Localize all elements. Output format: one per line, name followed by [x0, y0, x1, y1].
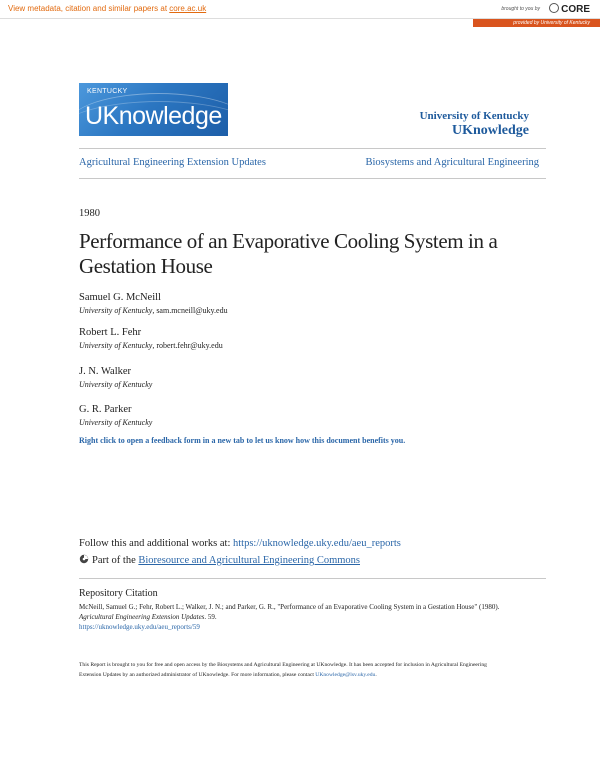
author-name: G. R. Parker: [79, 404, 132, 415]
citation-end: . 59.: [204, 613, 217, 621]
commons-network-icon: [79, 554, 89, 564]
author-affiliation: [79, 306, 228, 315]
divider-nav: [79, 178, 546, 179]
paper-title: Performance of an Evaporative Cooling System in a Gestation House: [79, 229, 498, 278]
core-banner: [0, 0, 600, 19]
core-logo[interactable]: [549, 3, 590, 15]
provided-by-bar: [473, 19, 600, 27]
author-name: J. N. Walker: [79, 366, 132, 377]
author-affiliation: [79, 380, 152, 389]
divider-top: [79, 148, 546, 149]
repository-name: UKnowledge: [452, 123, 529, 138]
publication-year: 1980: [79, 208, 100, 219]
citation-plain: McNeill, Samuel G.; Fehr, Robert L.; Walker, J. N.; and Parker, G. R., "Performance of an Evaporative Cooling System in a Gestation House" (1980).: [79, 603, 500, 611]
affiliation-text: University of Kentucky: [79, 306, 153, 315]
citation-heading: Repository Citation: [79, 588, 158, 599]
author-email: , sam.mcneill@uky.edu: [152, 306, 228, 315]
citation-url[interactable]: https://uknowledge.uky.edu/aeu_reports/59: [79, 623, 200, 631]
affiliation-text: University of Kentucky: [79, 418, 153, 427]
uknowledge-logo[interactable]: [79, 83, 228, 136]
series-link[interactable]: Agricultural Engineering Extension Updates: [79, 157, 266, 168]
part-of-line: [79, 554, 360, 566]
affiliation-text: University of Kentucky: [79, 341, 153, 350]
follow-link[interactable]: https://uknowledge.uky.edu/aeu_reports: [233, 538, 401, 549]
contact-email[interactable]: UKnowledge@lsv.uky.edu: [315, 672, 376, 678]
commons-link[interactable]: Bioresource and Agricultural Engineering Commons: [138, 555, 360, 566]
author-affiliation: [79, 341, 223, 350]
feedback-link[interactable]: Right click to open a feedback form in a new tab to let us know how this document benefits you.: [79, 436, 406, 445]
access-notice: [79, 660, 509, 680]
logo-kentucky-text: KENTUCKY: [87, 88, 128, 95]
author-affiliation: [79, 418, 152, 427]
affiliation-text: University of Kentucky: [79, 380, 153, 389]
author-email: , robert.fehr@uky.edu: [152, 341, 223, 350]
notice-text: This Report is brought to you for free and open access by the Biosystems and Agricultural Engineering at UKnowledge. It has been accepted for inclusion in Agricultural Engineering Extension Updates by an authorized administrator of UKnowledge. For more information, please contact: [79, 662, 487, 678]
follow-label: Follow this and additional works at:: [79, 538, 233, 549]
follow-line: [79, 538, 401, 549]
part-of-label: Part of the: [92, 555, 139, 566]
core-url[interactable]: core.ac.uk: [169, 4, 207, 13]
author-name: Robert L. Fehr: [79, 327, 142, 338]
citation-text: [79, 602, 519, 632]
core-logo-text: CORE: [561, 4, 590, 15]
divider-citation: [79, 578, 546, 579]
department-link[interactable]: Biosystems and Agricultural Engineering: [365, 157, 539, 168]
core-view-text: View metadata, citation and similar papers at: [8, 4, 170, 13]
logo-brand-text: UKnowledge: [85, 102, 222, 130]
university-name: University of Kentucky: [419, 110, 529, 122]
provided-by-text: provided by University of Kentucky: [513, 20, 590, 26]
core-logo-icon: [549, 3, 559, 13]
brought-by-text: brought to you by: [501, 6, 540, 12]
citation-series: Agricultural Engineering Extension Updates: [79, 613, 205, 621]
notice-end: .: [375, 672, 377, 678]
author-name: Samuel G. McNeill: [79, 292, 161, 303]
core-view-link[interactable]: [8, 4, 206, 13]
